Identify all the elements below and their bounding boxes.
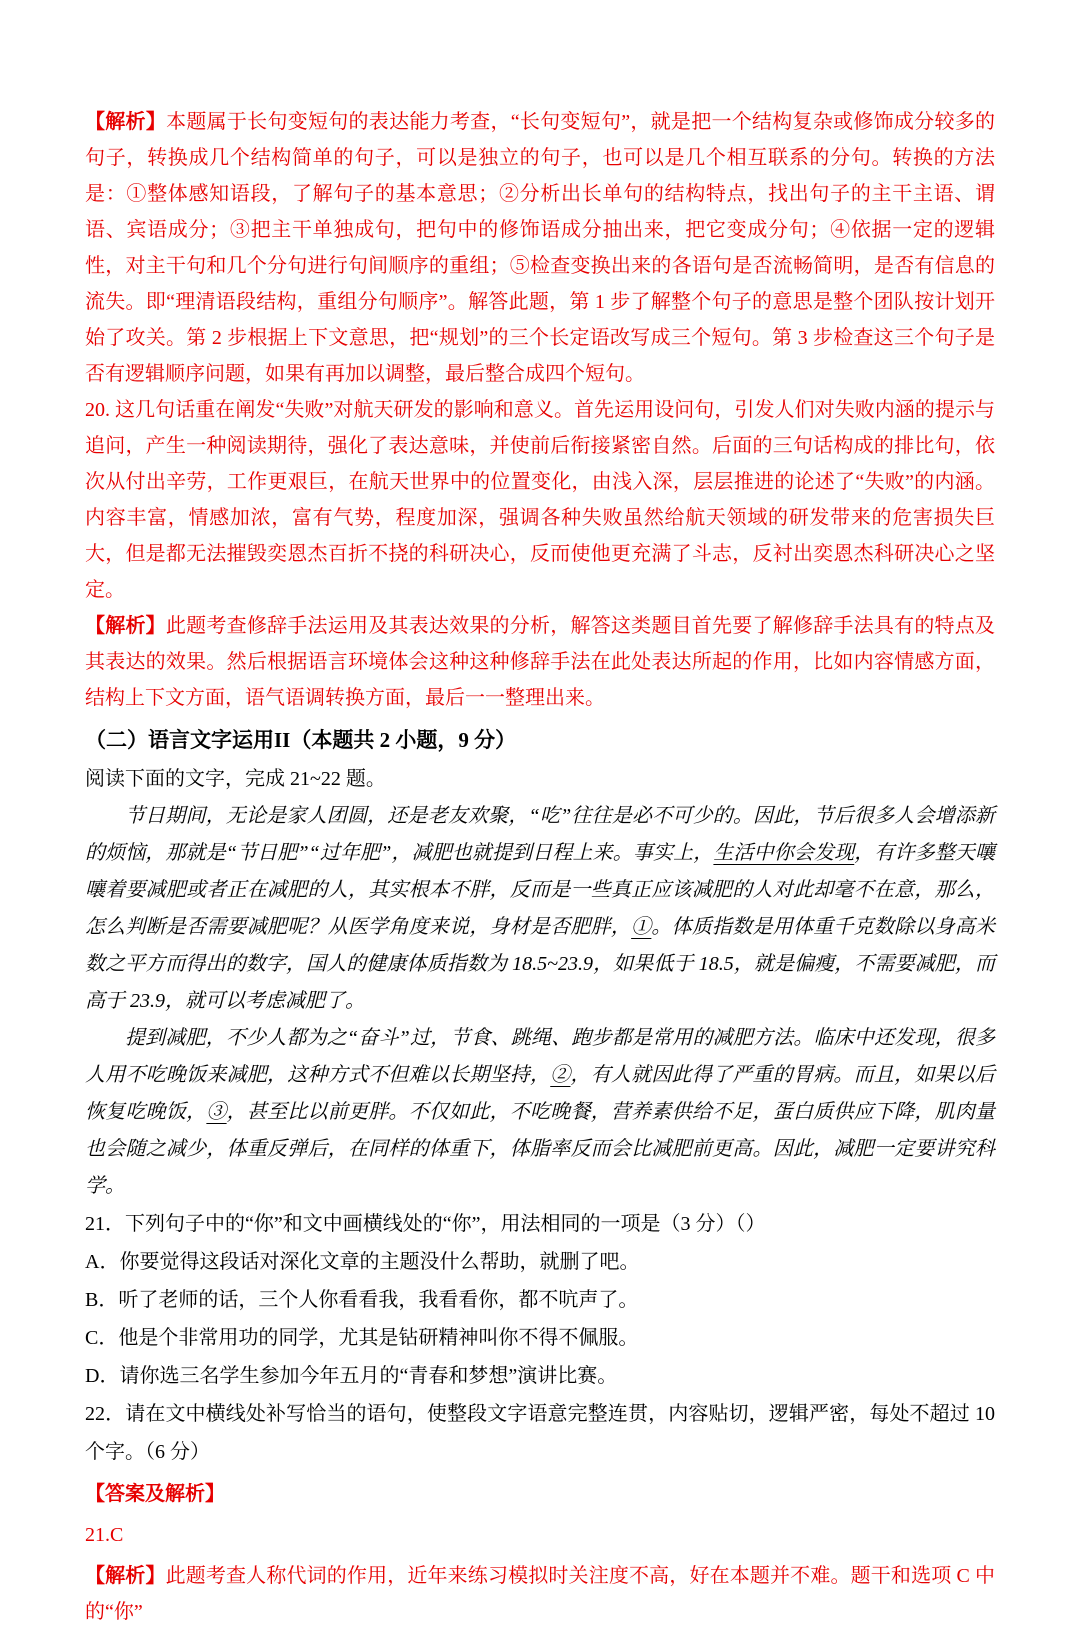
analysis-paragraph-20 — [85, 608, 995, 716]
answer-value: 21.C — [85, 1524, 124, 1546]
document-body — [85, 104, 995, 1630]
passage-paragraph-2 — [85, 1020, 995, 1205]
instruction-text: 阅读下面的文字，完成 21~22 题。 — [85, 768, 386, 790]
analysis-paragraph-19 — [85, 104, 995, 392]
passage-text: 提到减肥，不少人都为之“奋斗”过，节食、跳绳、跑步都是常用的减肥方法。临床中还发现，很多人用不吃晚饭来减肥，这种方式不但难以长期坚持， — [85, 1027, 995, 1086]
blank-marker-1: ① — [631, 916, 652, 938]
question-text: 22．请在文中横线处补写恰当的语句，使整段文字语意完整连贯，内容贴切，逻辑严密，每处不超过 10 个字。（6 分） — [85, 1403, 995, 1463]
analysis-label: 【解析】 — [85, 1565, 166, 1587]
option-a — [85, 1243, 995, 1281]
answer-text: 20. 这几句话重在阐发“失败”对航天研发的影响和意义。首先运用设问句，引发人们对失败内涵的提示与追问，产生一种阅读期待，强化了表达意味，并使前后衔接紧密自然。后面的三句话构成的排比句，依次从付出辛劳，工作更艰巨，在航天世界中的位置变化，由浅入深，层层推进的论述了“失败”的内涵。内容丰富，情感加浓，富有气势，程度加深，强调各种失败虽然给航天领域的研发带来的危害损失巨大，但是都无法摧毁奕恩杰百折不挠的科研决心，反而使他更充满了斗志，反衬出奕恩杰科研决心之坚定。 — [85, 399, 995, 601]
option-d — [85, 1357, 995, 1395]
analysis-paragraph-21 — [85, 1558, 995, 1630]
option-text: C．他是个非常用功的同学，尤其是钻研精神叫你不得不佩服。 — [85, 1327, 639, 1349]
blank-marker-3: ③ — [206, 1101, 227, 1123]
reading-instruction — [85, 760, 995, 798]
question-21 — [85, 1205, 995, 1243]
answer-explanation-20 — [85, 392, 995, 608]
analysis-label: 【解析】 — [85, 615, 166, 637]
passage-text: 节日期间，无论是家人团圆，还是老友欢聚，“吃”往往是必不可少的。因此，节后很多人会增添新的烦恼，那就是“节日肥”“过年肥”，减肥也就提到日程上来。事实上， — [85, 805, 995, 864]
option-b — [85, 1281, 995, 1319]
passage-paragraph-1 — [85, 798, 995, 1020]
answer-section-header — [85, 1476, 995, 1512]
section-heading — [85, 720, 995, 760]
passage-text: ，甚至比以前更胖。不仅如此，不吃晚餐，营养素供给不足，蛋白质供应下降，肌肉量也会随之减少，体重反弹后，在同样的体重下，体脂率反而会比减肥前更高。因此，减肥一定要讲究科学。 — [85, 1101, 996, 1197]
analysis-text: 此题考查修辞手法运用及其表达效果的分析，解答这类题目首先要了解修辞手法具有的特点及其表达的效果。然后根据语言环境体会这种这种修辞手法在此处表达所起的作用，比如内容情感方面，结构上下文方面，语气语调转换方面，最后一一整理出来。 — [85, 615, 996, 709]
answer-header-label: 【答案及解析】 — [85, 1483, 225, 1505]
passage-text: ，有人就因此得了严重的胃病。而且，如果以后恢复吃晚饭， — [85, 1064, 996, 1123]
passage-text: 。体质指数是用体重千克数除以身高米数之平方而得出的数字，国人的健康体质指数为 18.5~23.9，如果低于 18.5，就是偏瘦，不需要减肥，而高于 23.9，就可以考虑减肥了。 — [85, 916, 996, 1012]
answer-21 — [85, 1517, 995, 1553]
option-c — [85, 1319, 995, 1357]
question-text: 21．下列句子中的“你”和文中画横线处的“你”，用法相同的一项是（3 分）（） — [85, 1213, 766, 1235]
question-22 — [85, 1395, 995, 1471]
analysis-text: 此题考查人称代词的作用，近年来练习模拟时关注度不高，好在本题并不难。题干和选项 C 中的“你” — [85, 1565, 995, 1623]
analysis-text: 本题属于长句变短句的表达能力考查，“长句变短句”，就是把一个结构复杂或修饰成分较多的句子，转换成几个结构简单的句子，可以是独立的句子，也可以是几个相互联系的分句。转换的方法是：①整体感知语段，了解句子的基本意思；②分析出长单句的结构特点，找出句子的主干主语、谓语、宾语成分；③把主干单独成句，把句中的修饰语成分抽出来，把它变成分句；④依据一定的逻辑性，对主干句和几个分句进行句间顺序的重组；⑤检查变换出来的各语句是否流畅简明，是否有信息的流失。即“理清语段结构，重组分句顺序”。解答此题，第 1 步了解整个句子的意思是整个团队按计划开始了攻关。第 2 步根据上下文意思，把“规划”的三个长定语改写成三个短句。第 3 步检查这三个句子是否有逻辑顺序问题，如果有再加以调整，最后整合成四个短句。 — [85, 111, 995, 385]
section-heading-text: （二）语言文字运用II（本题共 2 小题，9 分） — [85, 728, 517, 752]
blank-marker-2: ② — [550, 1064, 571, 1086]
passage-text: ，有许多整天嚷嚷着要减肥或者正在减肥的人，其实根本不胖，反而是一些真正应该减肥的人对此却毫不在意，那么，怎么判断是否需要减肥呢？从医学角度来说，身材是否肥胖， — [85, 842, 995, 938]
analysis-label: 【解析】 — [85, 111, 167, 133]
option-text: B．听了老师的话，三个人你看看我，我看看你，都不吭声了。 — [85, 1289, 639, 1311]
underlined-phrase: 生活中你会发现 — [713, 842, 855, 864]
option-text: D．请你选三名学生参加今年五月的“青春和梦想”演讲比赛。 — [85, 1365, 618, 1387]
option-text: A．你要觉得这段话对深化文章的主题没什么帮助，就删了吧。 — [85, 1251, 640, 1273]
